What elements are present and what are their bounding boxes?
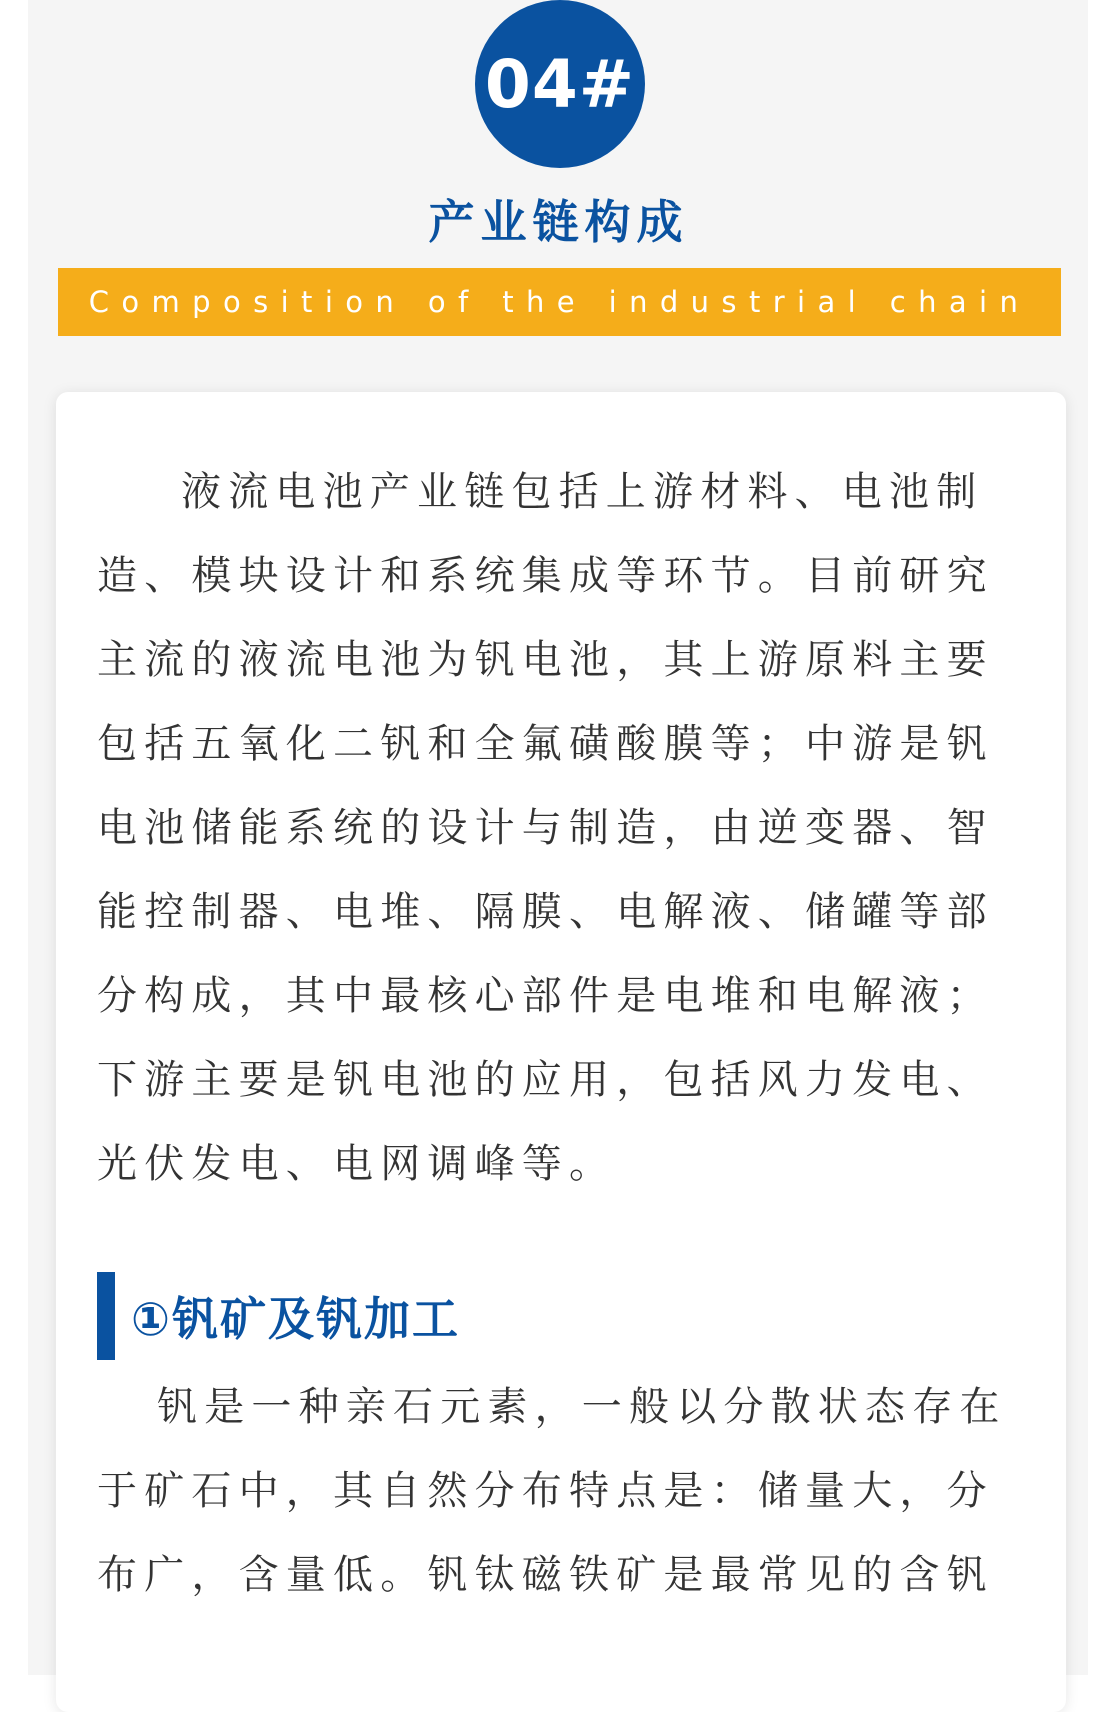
english-subtitle-banner: Composition of the industrial chain — [58, 268, 1061, 336]
section-heading — [97, 1272, 460, 1360]
section-accent-bar — [97, 1272, 115, 1360]
page-title: 产业链构成 — [428, 195, 689, 249]
section-paragraph: 钒是一种亲石元素，一般以分散状态存在于矿石中，其自然分布特点是：储量大，分布广，含量低。钒钛磁铁矿是最常见的含钒 — [97, 1384, 1007, 1598]
section-number-badge: 04# — [475, 0, 645, 168]
section-title: ①钒矿及钒加工 — [131, 1292, 460, 1346]
intro-paragraph: 液流电池产业链包括上游材料、电池制造、模块设计和系统集成等环节。目前研究主流的液流电池为钒电池，其上游原料主要包括五氧化二钒和全氟磺酸膜等；中游是钒电池储能系统的设计与制造，由逆变器、智能控制器、电堆、隔膜、电解液、储罐等部分构成，其中最核心部件是电堆和电解液；下游主要是钒电池的应用，包括风力发电、光伏发电、电网调峰等。 — [97, 469, 994, 1187]
